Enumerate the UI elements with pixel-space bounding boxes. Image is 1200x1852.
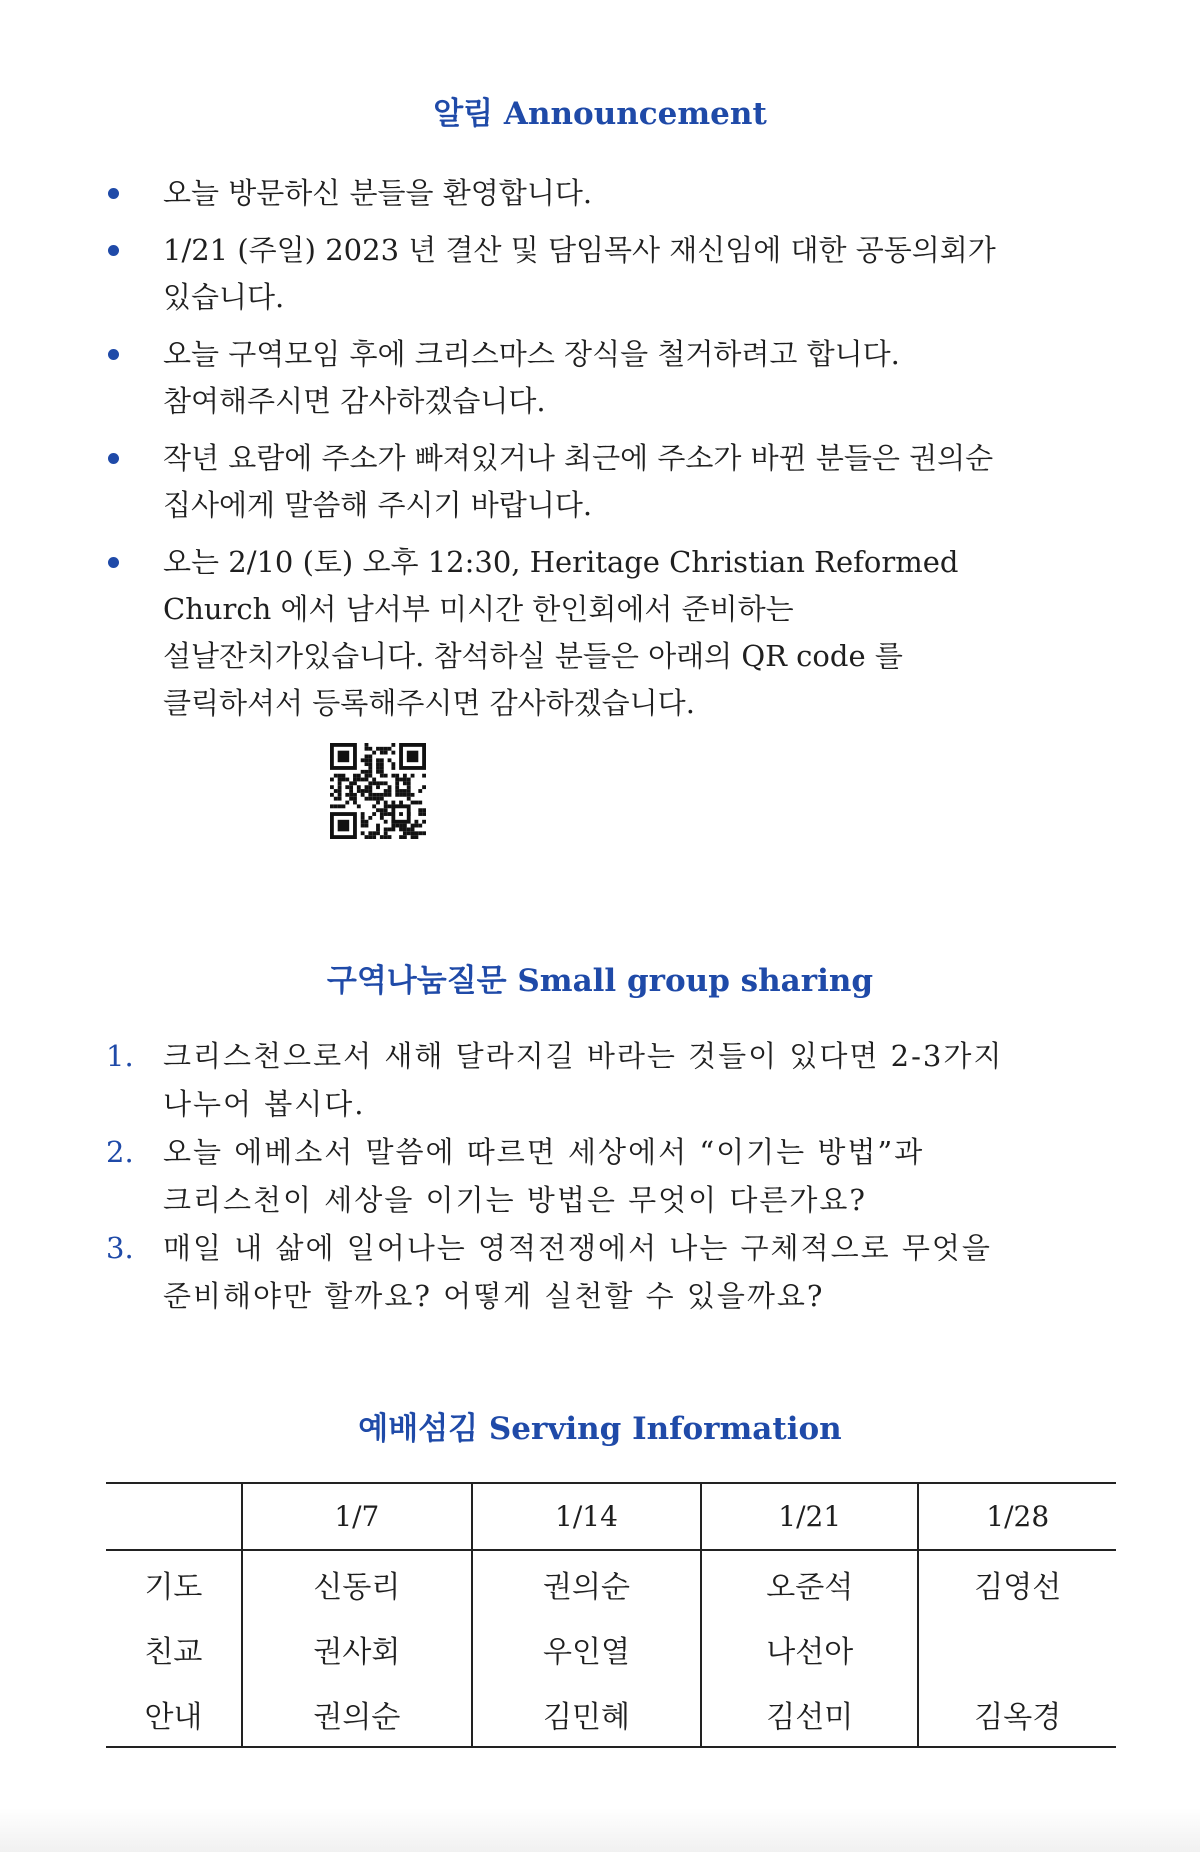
bullet-icon [108, 188, 119, 199]
small-group-list [0, 1032, 1200, 1320]
announcement-line: 있습니다. [163, 280, 285, 314]
table-cell [918, 1616, 1116, 1681]
table-cell: 김선미 [701, 1681, 918, 1747]
question-line: 준비해야만 할까요? 어떻게 실천할 수 있을까요? [163, 1279, 825, 1313]
question-item [0, 1128, 1200, 1224]
bullet-icon [108, 245, 119, 256]
question-line: 매일 내 삶에 일어나는 영적전쟁에서 나는 구체적으로 무엇을 [163, 1231, 992, 1265]
table-row [106, 1550, 1116, 1616]
question-line: 크리스천으로서 새해 달라지길 바라는 것들이 있다면 2-3가지 [163, 1039, 1004, 1073]
question-number: 2. [106, 1135, 134, 1169]
table-row [106, 1616, 1116, 1681]
announcement-line: 클릭하셔서 등록해주시면 감사하겠습니다. [163, 686, 695, 720]
announcement-line: 작년 요람에 주소가 빠져있거나 최근에 주소가 바뀐 분들은 권의순 [163, 441, 994, 475]
table-cell: 김옥경 [918, 1681, 1116, 1747]
page-bottom-shadow [0, 1808, 1200, 1852]
table-cell: 오준석 [701, 1550, 918, 1616]
table-cell: 권사회 [242, 1616, 472, 1681]
table-cell: 김민혜 [472, 1681, 701, 1747]
question-line: 나누어 봅시다. [163, 1087, 366, 1121]
column-header: 1/14 [472, 1483, 701, 1550]
table-row [106, 1681, 1116, 1747]
table-cell: 김영선 [918, 1550, 1116, 1616]
announcement-line: 1/21 (주일) 2023 년 결산 및 담임목사 재신임에 대한 공동의회가 [163, 233, 996, 267]
announcement-item [0, 331, 1200, 425]
column-header: 1/28 [918, 1483, 1116, 1550]
row-label: 친교 [144, 1634, 203, 1670]
question-line: 오늘 에베소서 말씀에 따르면 세상에서 “이기는 방법”과 [163, 1135, 925, 1169]
table-cell: 나선아 [701, 1616, 918, 1681]
table-cell: 신동리 [242, 1550, 472, 1616]
bullet-icon [108, 557, 119, 568]
announcement-line: 오늘 구역모임 후에 크리스마스 장식을 철거하려고 합니다. [163, 337, 900, 371]
announcement-line: 설날잔치가있습니다. 참석하실 분들은 아래의 QR code 를 [163, 639, 903, 673]
question-number: 1. [106, 1039, 134, 1073]
column-header: 1/21 [701, 1483, 918, 1550]
column-header: 1/7 [242, 1483, 472, 1550]
announcement-item [0, 227, 1200, 321]
row-label: 기도 [144, 1569, 203, 1605]
table-header-row [106, 1483, 1116, 1550]
column-header [106, 1483, 242, 1550]
announcement-item [0, 539, 1200, 727]
table-cell: 권의순 [472, 1550, 701, 1616]
announcement-list [0, 170, 1200, 737]
announcement-line: 오늘 방문하신 분들을 환영합니다. [163, 176, 593, 210]
announcement-item [0, 435, 1200, 529]
announcement-line: Church 에서 남서부 미시간 한인회에서 준비하는 [163, 592, 794, 626]
question-item [0, 1032, 1200, 1128]
row-label: 안내 [144, 1699, 203, 1735]
announcement-heading: 알림 Announcement [433, 96, 767, 132]
serving-heading: 예배섬김 Serving Information [358, 1411, 842, 1447]
serving-table [106, 1482, 1116, 1748]
bullet-icon [108, 453, 119, 464]
qr-code[interactable] [330, 743, 426, 839]
announcement-item [0, 170, 1200, 217]
table-cell: 우인열 [472, 1616, 701, 1681]
announcement-line: 오는 2/10 (토) 오후 12:30, Heritage Christian Reformed [163, 545, 959, 579]
question-line: 크리스천이 세상을 이기는 방법은 무엇이 다른가요? [163, 1183, 867, 1217]
bullet-icon [108, 349, 119, 360]
announcement-line: 참여해주시면 감사하겠습니다. [163, 384, 546, 418]
question-number: 3. [106, 1231, 134, 1265]
table-cell: 권의순 [242, 1681, 472, 1747]
small-group-heading: 구역나눔질문 Small group sharing [326, 963, 874, 999]
question-item [0, 1224, 1200, 1320]
announcement-line: 집사에게 말씀해 주시기 바랍니다. [163, 488, 593, 522]
